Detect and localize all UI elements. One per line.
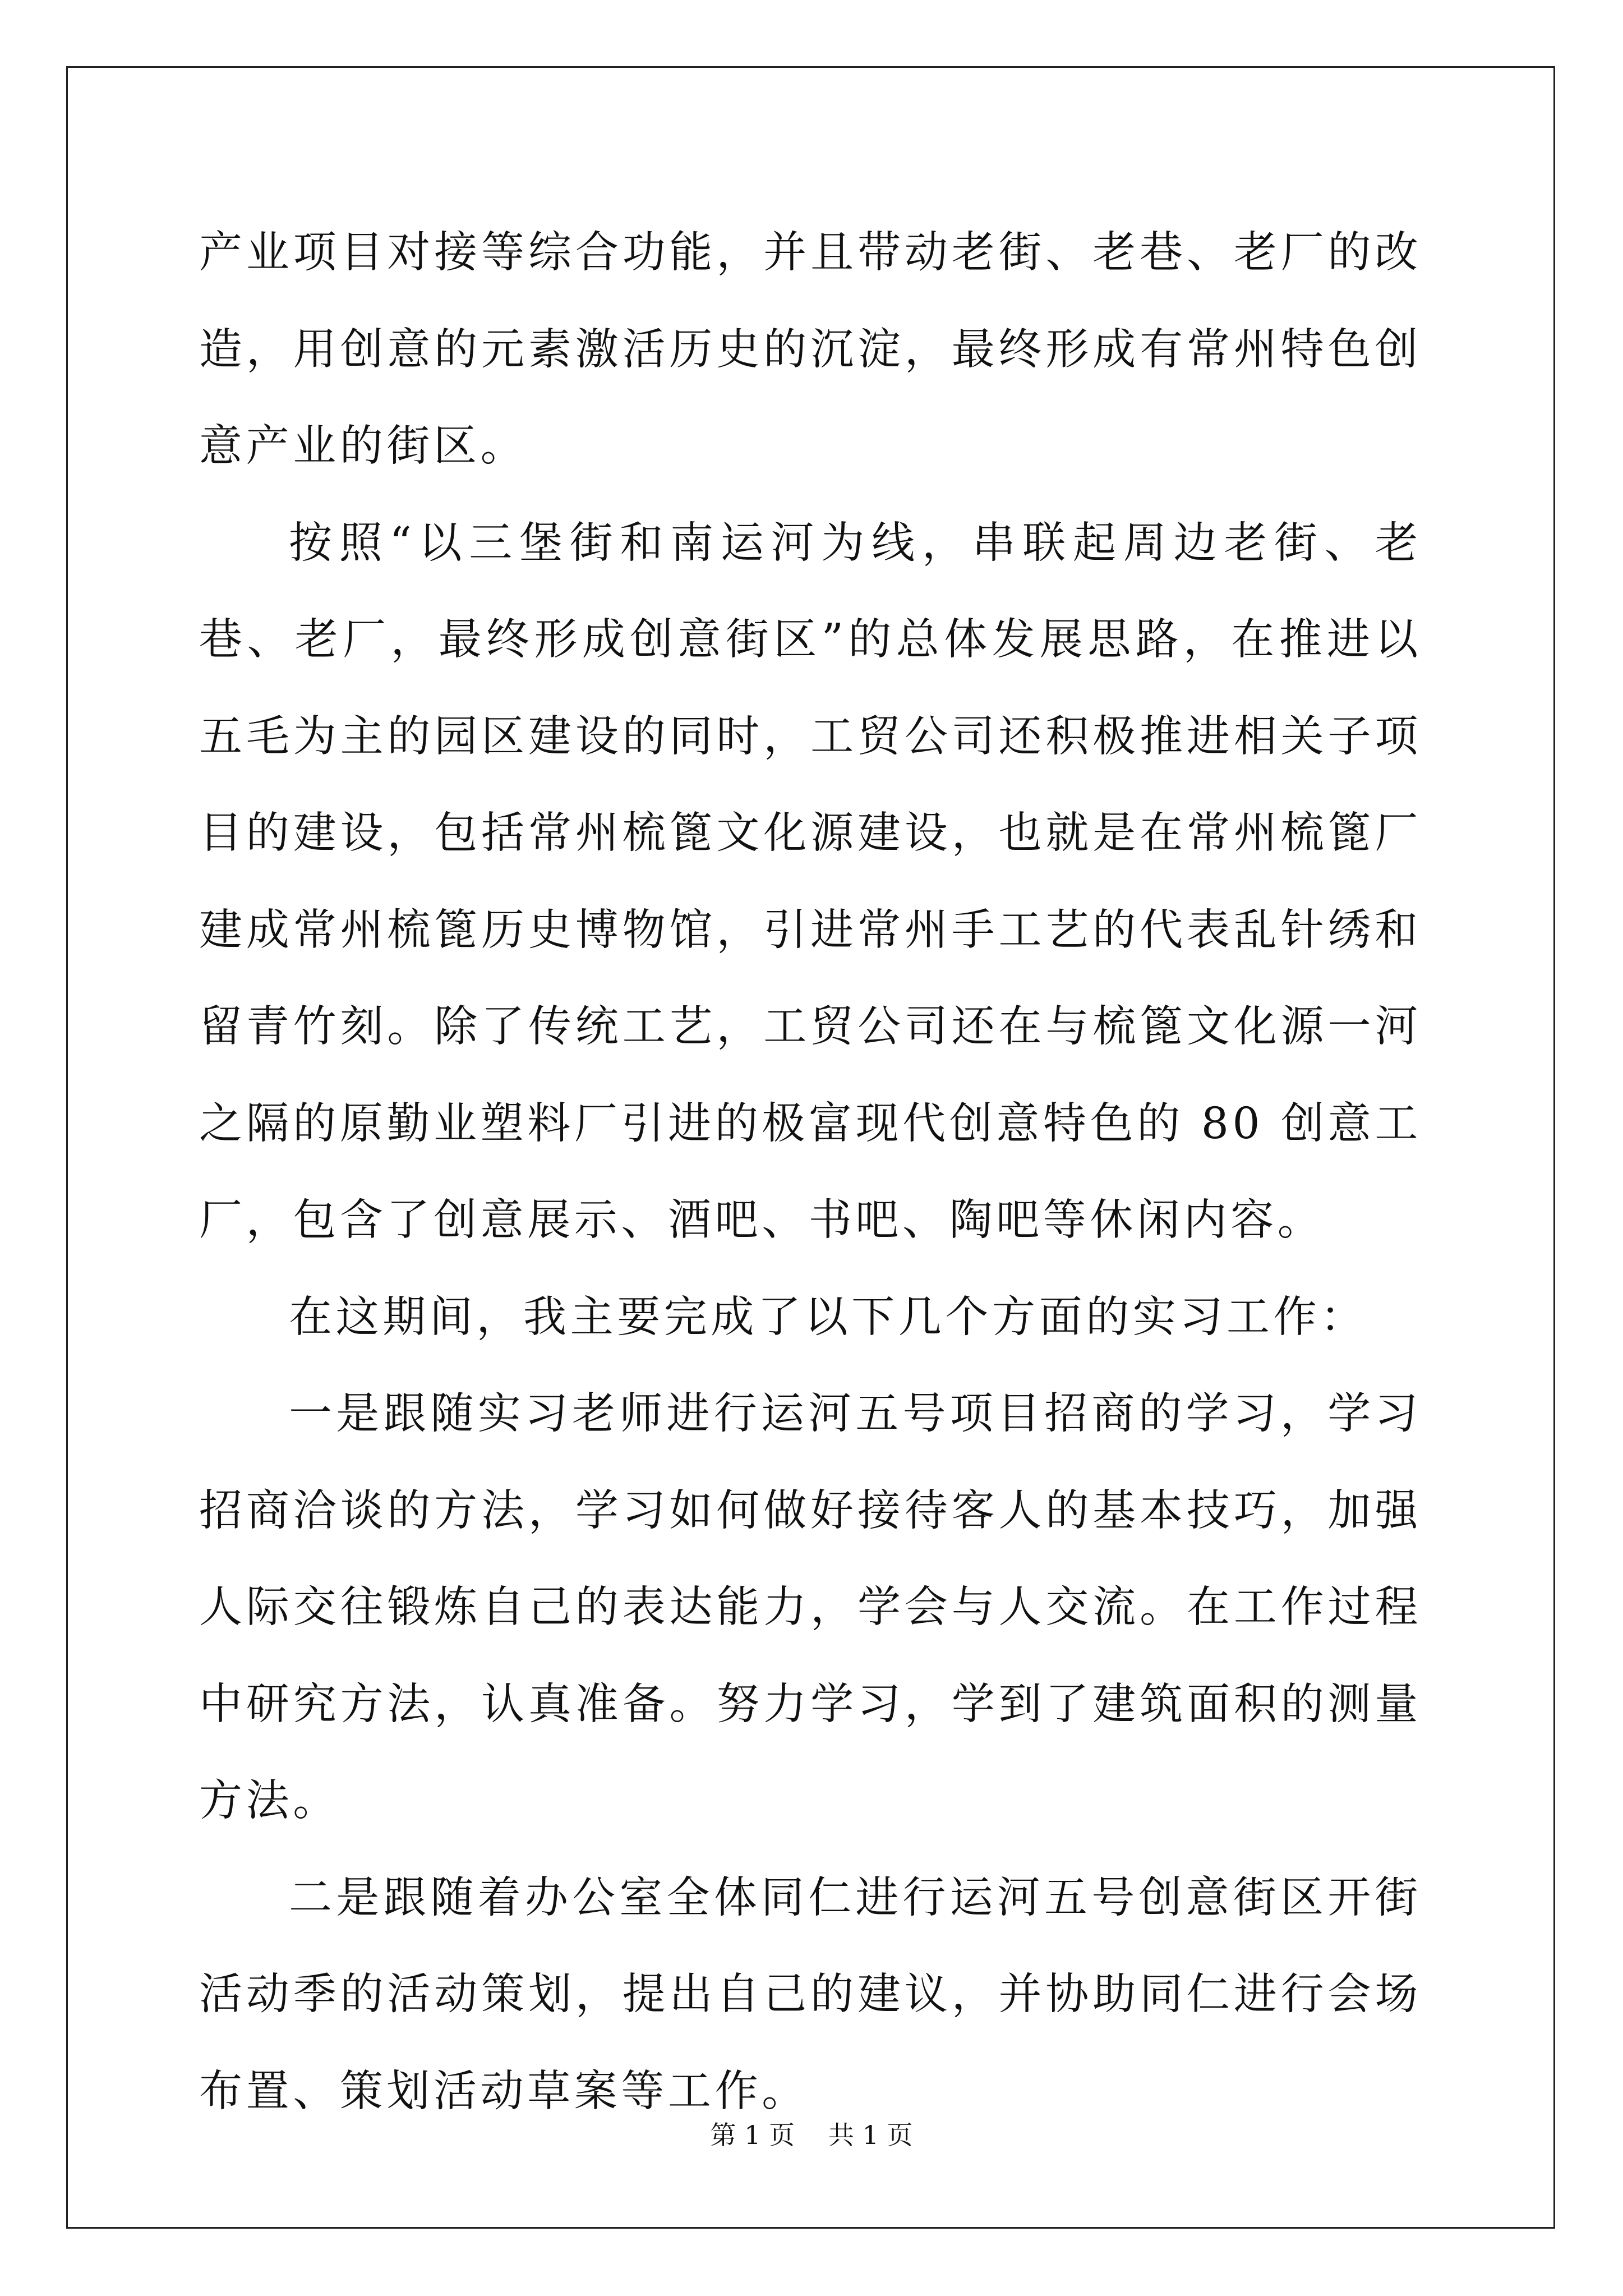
paragraph-4: 一是跟随实习老师进行运河五号项目招商的学习，学习招商洽谈的方法，学习如何做好接待客人的基本技巧，加强人际交往锻炼自己的表达能力，学会与人交流。在工作过程中研究方法，认真准备。努力学习，学到了建筑面积的测量方法。 [199,1389,1422,1826]
page-footer [0,2115,1623,2152]
paragraph-5: 二是跟随着办公室全体同仁进行运河五号创意街区开街活动季的活动策划，提出自己的建议，并协助同仁进行会场布置、策划活动草案等工作。 [199,1872,1422,2116]
paragraph-1: 产业项目对接等综合功能，并且带动老街、老巷、老厂的改造，用创意的元素激活历史的沉淀，最终形成有常州特色创意产业的街区。 [199,228,1422,471]
paragraph-2: 按照“以三堡街和南运河为线，串联起周边老街、老巷、老厂，最终形成创意街区”的总体发展思路，在推进以五毛为主的园区建设的同时，工贸公司还积极推进相关子项目的建设，包括常州梳篦文化源建设，也就是在常州梳篦厂建成常州梳篦历史博物馆，引进常州手工艺的代表乱针绣和留青竹刻。除了传统工艺，工贸公司还在与梳篦文化源一河之隔的原勤业塑料厂引进的极富现代创意特色的 80 创意工厂，包含了创意展示、酒吧、书吧、陶吧等休闲内容。 [199,518,1422,1245]
page-number-current: 第 1 页 [710,2120,795,2150]
page-number-total: 共 1 页 [828,2120,913,2150]
document-body [199,205,1422,2140]
paragraph-3: 在这期间，我主要完成了以下几个方面的实习工作： [289,1292,1367,1342]
